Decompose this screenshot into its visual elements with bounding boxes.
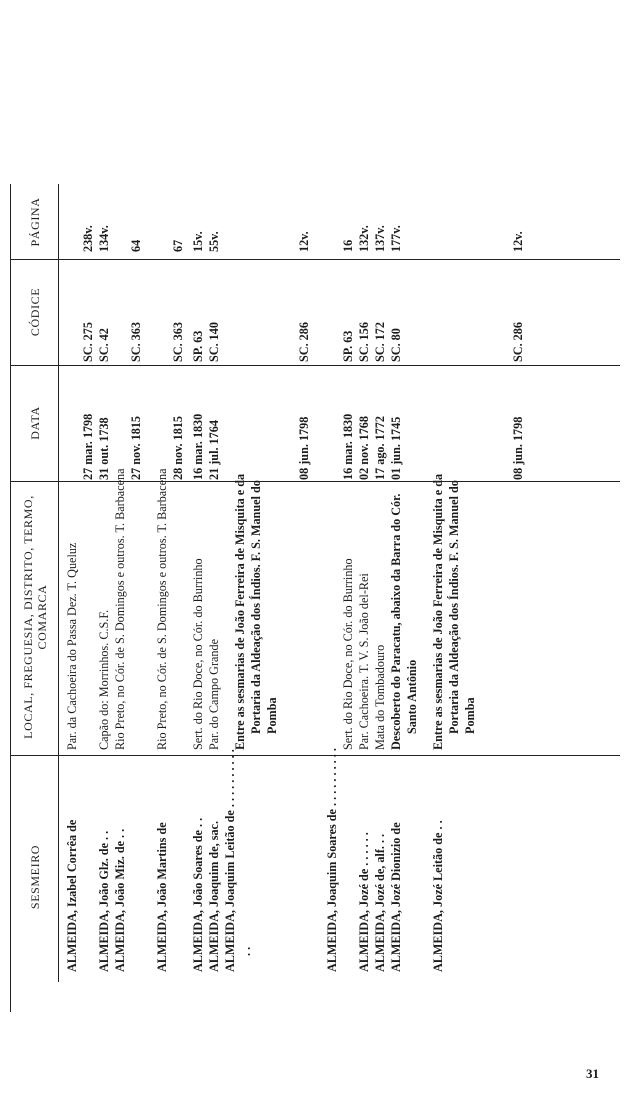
header-pagina: PÁGINA — [28, 197, 42, 247]
codice-cell: SC. 80 — [389, 328, 403, 362]
pagina-cell: 238v. — [81, 225, 95, 252]
pagina-cell: 177v. — [389, 225, 403, 252]
column-divider — [10, 481, 620, 482]
local-text: Entre as sesmarias de João Ferreira de Misquita e da Portaria da Aldeação dos Índios. F. S. Manuel do Pomba — [233, 473, 279, 750]
pagina-cell: 134v. — [97, 225, 111, 252]
header-codice: CÓDICE — [28, 287, 42, 337]
column-divider — [10, 755, 620, 756]
local-text: Par. Cachoeira. T. V. S. João del-Rei — [357, 573, 371, 750]
codice-cell: SC. 172 — [373, 322, 387, 362]
data-cell: 17 ago. 1772 — [373, 416, 387, 480]
local-text: Par. do Campo Grande — [207, 638, 221, 750]
pagina-cell: 12v. — [511, 231, 525, 252]
codice-cell: SC. 286 — [511, 322, 525, 362]
local-text: Sert. do Rio Doce, no Cór. do Burrinho — [341, 558, 355, 750]
codice-cell: SC. 363 — [129, 322, 143, 362]
local-text: Capão do: Morrinhos. C.S.F. — [97, 609, 111, 750]
codice-cell: SC. 275 — [81, 322, 95, 362]
pagina-cell: 137v. — [373, 225, 387, 252]
page-number: 31 — [586, 1066, 599, 1081]
header-local: LOCAL, FREGUESIA, DISTRITO, TERMO, COMARCA — [21, 495, 49, 739]
header-rule — [58, 184, 59, 982]
local-text: Entre as sesmarias de João Ferreira de Misquita e da Portaria da Aldeação dos Índios. F. S. Manuel do Pomba — [431, 473, 477, 750]
sesmeiro-name: ALMEIDA, João Miz. de . . — [113, 828, 127, 972]
local-text: Descoberto do Paracatu, abaixo da Barra do Cór. Santo Antônio — [389, 493, 419, 750]
pagina-cell: 64 — [129, 239, 143, 252]
codice-cell: SP. 63 — [191, 330, 205, 362]
codice-cell: SC. 363 — [171, 322, 185, 362]
local-text: Rio Preto, no Cór. de S. Domingos e outros. T. Barbacena — [113, 468, 127, 750]
local-text: Sert. do Rio Doce, no Cór. do Burrinho — [191, 558, 205, 750]
data-cell: 28 nov. 1815 — [171, 416, 185, 480]
data-cell: 27 nov. 1815 — [129, 416, 143, 480]
sesmeiro-name: ALMEIDA, Jozé Dionizio de — [389, 822, 403, 972]
data-cell: 16 mar. 1830 — [191, 413, 205, 480]
codice-cell: SC. 156 — [357, 322, 371, 362]
sesmeiro-name: ALMEIDA, Jozé Leitão de . . — [431, 820, 445, 972]
rotated-table-page — [10, 36, 638, 1012]
sesmeiro-name: ALMEIDA, Joaquim de, sac. — [207, 821, 221, 972]
pagina-cell: 55v. — [207, 231, 221, 252]
header-sesmeiro: SESMEIRO — [28, 844, 42, 910]
data-cell: 21 jul. 1764 — [207, 420, 221, 480]
sesmeiro-name: ALMEIDA, João Martins de — [155, 822, 169, 972]
column-divider — [10, 365, 620, 366]
data-cell: 16 mar. 1830 — [341, 413, 355, 480]
sesmeiro-name: ALMEIDA, Jozé de . . . . . . — [357, 832, 371, 972]
codice-cell: SP. 63 — [341, 330, 355, 362]
data-cell: 27 mar. 1798 — [81, 413, 95, 480]
codice-cell: SC. 286 — [297, 322, 311, 362]
sesmeiro-name: ALMEIDA, João Soares de . . — [191, 817, 205, 972]
data-cell: 01 jun. 1745 — [389, 416, 403, 480]
data-cell: 08 jun. 1798 — [511, 416, 525, 480]
data-cell: 31 out. 1738 — [97, 417, 111, 480]
pagina-cell: 12v. — [297, 231, 311, 252]
local-text: Mata do Tombadouro — [373, 644, 387, 750]
local-text: Rio Preto, no Cór. de S. Domingos e outros. T. Barbacena — [155, 468, 169, 750]
pagina-cell: 132v. — [357, 225, 371, 252]
sesmeiro-name: ALMEIDA, Izabel Corrêa de — [65, 819, 79, 972]
codice-cell: SC. 42 — [97, 328, 111, 362]
sesmeiro-name: ALMEIDA, João Glz. de . . — [97, 830, 111, 972]
data-cell: 02 nov. 1768 — [357, 416, 371, 480]
pagina-cell: 16 — [341, 239, 355, 252]
data-cell: 08 jun. 1798 — [297, 416, 311, 480]
sesmeiro-name: ALMEIDA, Joaquim Leitão de . . . . . . . . . . . . — [223, 749, 253, 972]
column-divider — [10, 259, 620, 260]
sesmeiro-name: ALMEIDA, Jozé de, alf. . . — [373, 833, 387, 972]
top-rule — [10, 184, 11, 1012]
pagina-cell: 15v. — [191, 231, 205, 252]
local-text: Par. da Cachoeira do Passa Dez. T. Queluz — [65, 542, 79, 750]
sesmeiro-name: ALMEIDA, Joaquim Soares de . . . . . . . . . . — [325, 748, 339, 972]
header-data: DATA — [28, 406, 42, 440]
codice-cell: SC. 140 — [207, 322, 221, 362]
pagina-cell: 67 — [171, 239, 185, 252]
